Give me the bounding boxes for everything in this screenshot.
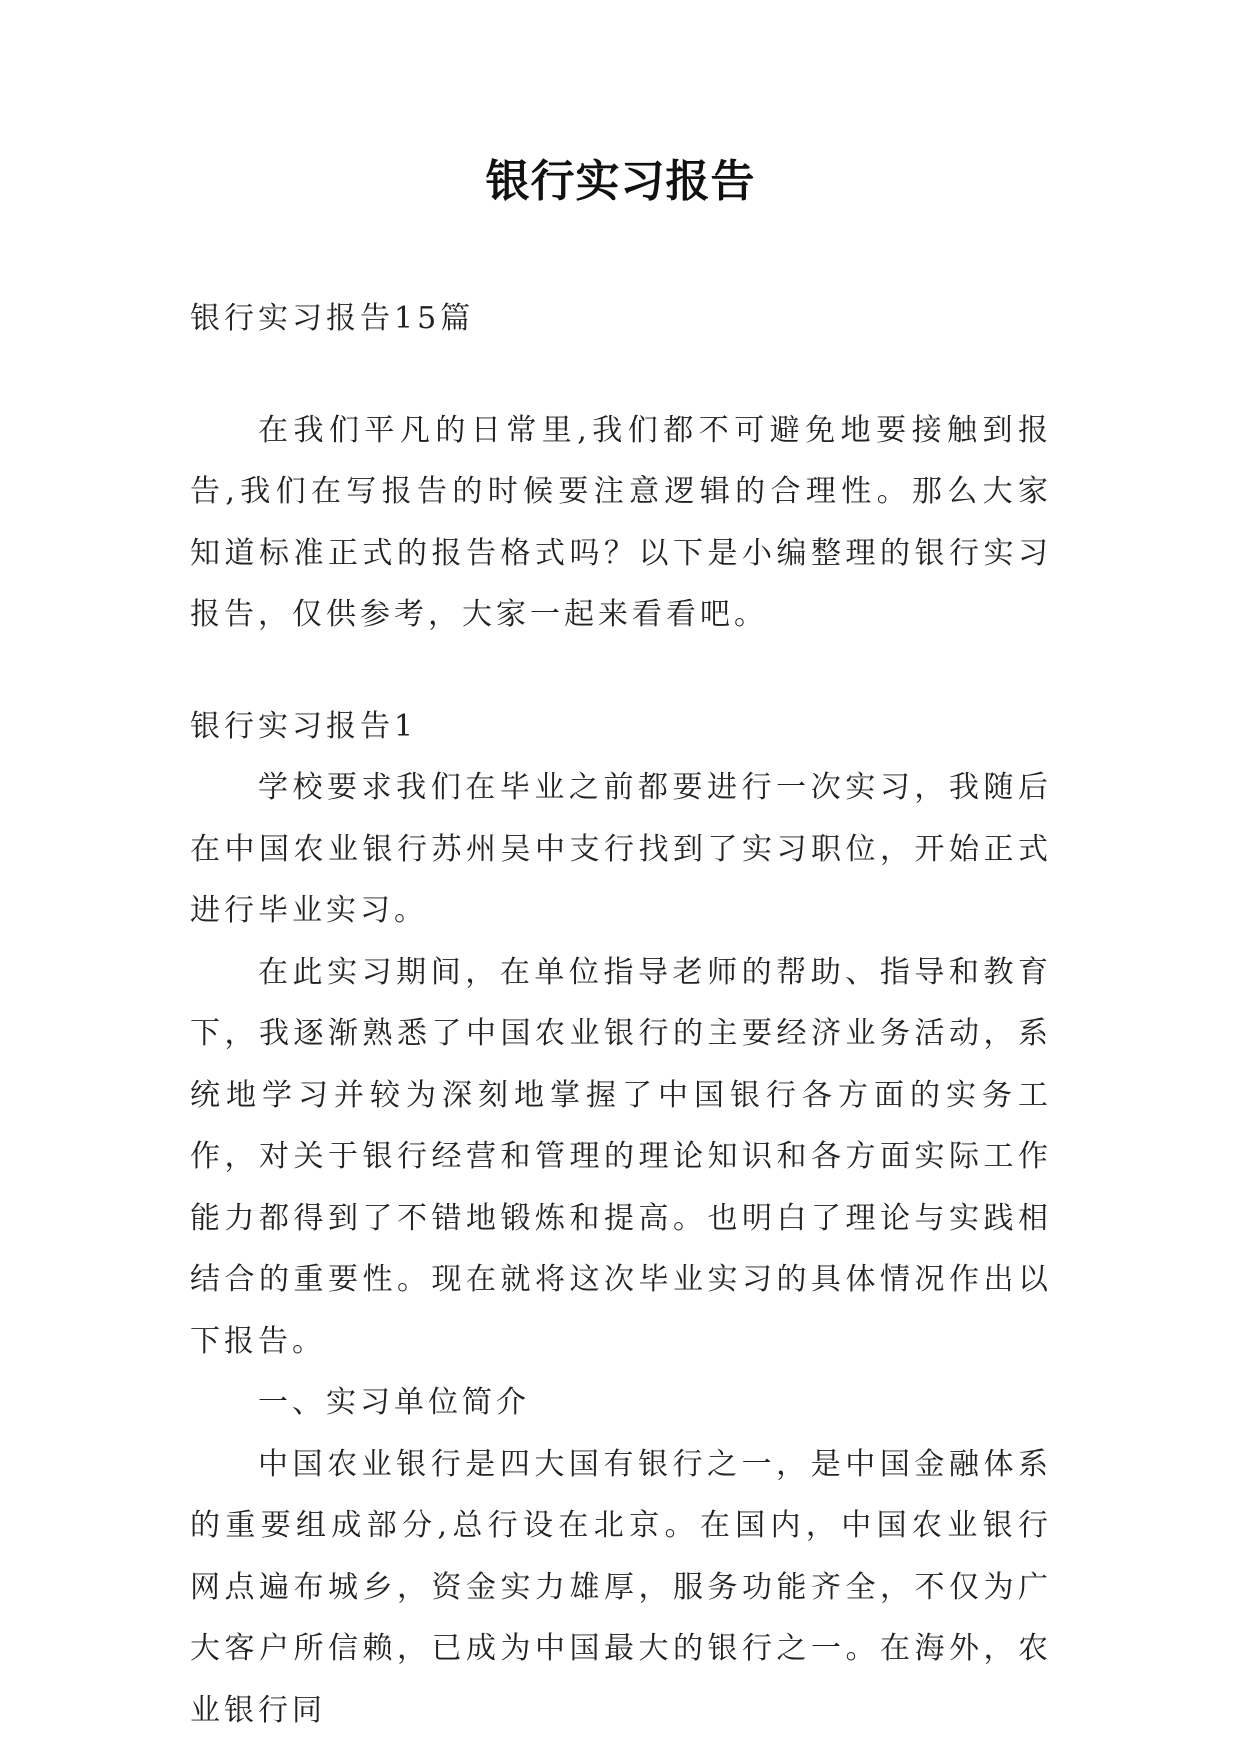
subsection-heading: 一、实习单位简介 bbox=[258, 1385, 530, 1420]
document-subtitle: 银行实习报告15篇 bbox=[190, 301, 475, 336]
spacer bbox=[190, 350, 1052, 400]
paragraph: 在此实习期间，在单位指导老师的帮助、指导和教育下，我逐渐熟悉了中国农业银行的主要经济业务活动，系统地学习并较为深刻地掌握了中国银行各方面的实务工作，对关于银行经营和管理的理论知识和各方面实际工作能力都得到了不错地锻炼和提高。也明白了理论与实践相结合的重要性。现在就将这次毕业实习的具体情况作出以下报告。 bbox=[190, 954, 1052, 1359]
document-body bbox=[190, 288, 1052, 1741]
paragraph: 学校要求我们在毕业之前都要进行一次实习，我随后在中国农业银行苏州吴中支行找到了实习职位，开始正式进行毕业实习。 bbox=[190, 770, 1052, 928]
intro-paragraph: 在我们平凡的日常里,我们都不可避免地要接触到报告,我们在写报告的时候要注意逻辑的合理性。那么大家知道标准正式的报告格式吗？以下是小编整理的银行实习报告，仅供参考，大家一起来看看吧。 bbox=[190, 412, 1052, 632]
spacer bbox=[190, 646, 1052, 696]
section-heading: 银行实习报告1 bbox=[190, 708, 418, 744]
paragraph: 中国农业银行是四大国有银行之一，是中国金融体系的重要组成部分,总行设在北京。在国内，中国农业银行网点遍布城乡，资金实力雄厚，服务功能齐全，不仅为广大客户所信赖，已成为中国最大的银行之一。在海外，农业银行同 bbox=[190, 1446, 1052, 1728]
document-title: 银行实习报告 bbox=[485, 156, 756, 207]
